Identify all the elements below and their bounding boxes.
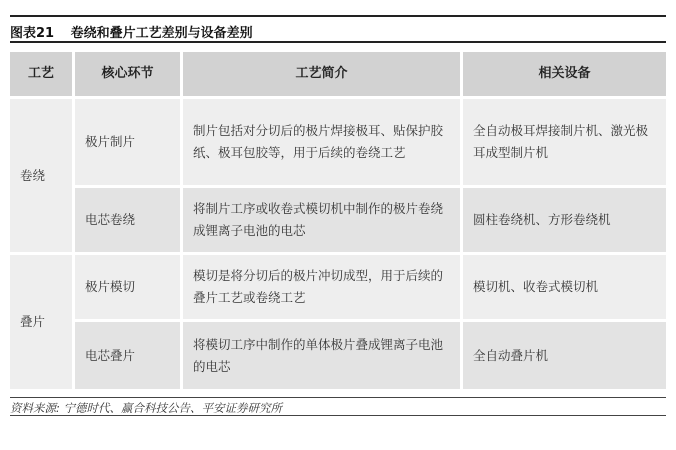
- process-cell-winding: [10, 99, 72, 252]
- table-row-equipment: [463, 99, 666, 185]
- equipment-text: 全自动叠片机: [473, 347, 549, 363]
- header-equipment: 相关设备: [463, 52, 666, 96]
- table-row-step: [75, 188, 180, 252]
- header-description: 工艺简介: [183, 52, 460, 96]
- table-row-equipment: [463, 322, 666, 389]
- end-rule: [10, 415, 666, 416]
- table-row-step: [75, 255, 180, 319]
- description-text: 制片包括对分切后的极片焊接极耳、贴保护胶纸、极耳包胶等，用于后续的卷绕工艺: [193, 123, 444, 160]
- step-label: 电芯叠片: [85, 347, 136, 363]
- table-row-step: [75, 322, 180, 389]
- equipment-text: 全自动极耳焊接制片机、激光极耳成型制片机: [473, 123, 649, 160]
- figure-number: 图表21: [10, 26, 55, 41]
- step-label: 极片模切: [85, 279, 136, 294]
- figure-caption: 卷绕和叠片工艺差别与设备差别: [70, 26, 253, 41]
- step-label: 极片制片: [85, 134, 136, 149]
- bottom-rule: [10, 397, 666, 398]
- table-row-description: [183, 99, 460, 185]
- title-rule: [10, 41, 666, 43]
- step-label: 电芯卷绕: [85, 212, 136, 227]
- table-row-step: [75, 99, 180, 185]
- description-text: 将制片工序或收卷式模切机中制作的极片卷绕成锂离子电池的电芯: [193, 201, 444, 238]
- table-row-description: [183, 322, 460, 389]
- description-text: 模切是将分切后的极片冲切成型，用于后续的叠片工艺或卷绕工艺: [193, 268, 444, 305]
- process-cell-stacking: [10, 255, 72, 389]
- header-core-step: 核心环节: [75, 52, 180, 96]
- table-row-description: [183, 255, 460, 319]
- header-process: 工艺: [10, 52, 72, 96]
- table-row-description: [183, 188, 460, 252]
- figure-title: [10, 22, 253, 41]
- process-label: 叠片: [20, 314, 46, 329]
- table-row-equipment: [463, 255, 666, 319]
- process-label: 卷绕: [20, 167, 46, 183]
- source-note: 资料来源: 宁德时代、赢合科技公告、平安证券研究所: [10, 401, 283, 415]
- top-rule: [10, 15, 666, 17]
- equipment-text: 圆柱卷绕机、方形卷绕机: [473, 212, 611, 227]
- equipment-text: 模切机、收卷式模切机: [473, 279, 599, 294]
- description-text: 将模切工序中制作的单体极片叠成锂离子电池的电芯: [193, 336, 444, 374]
- table-row-equipment: [463, 188, 666, 252]
